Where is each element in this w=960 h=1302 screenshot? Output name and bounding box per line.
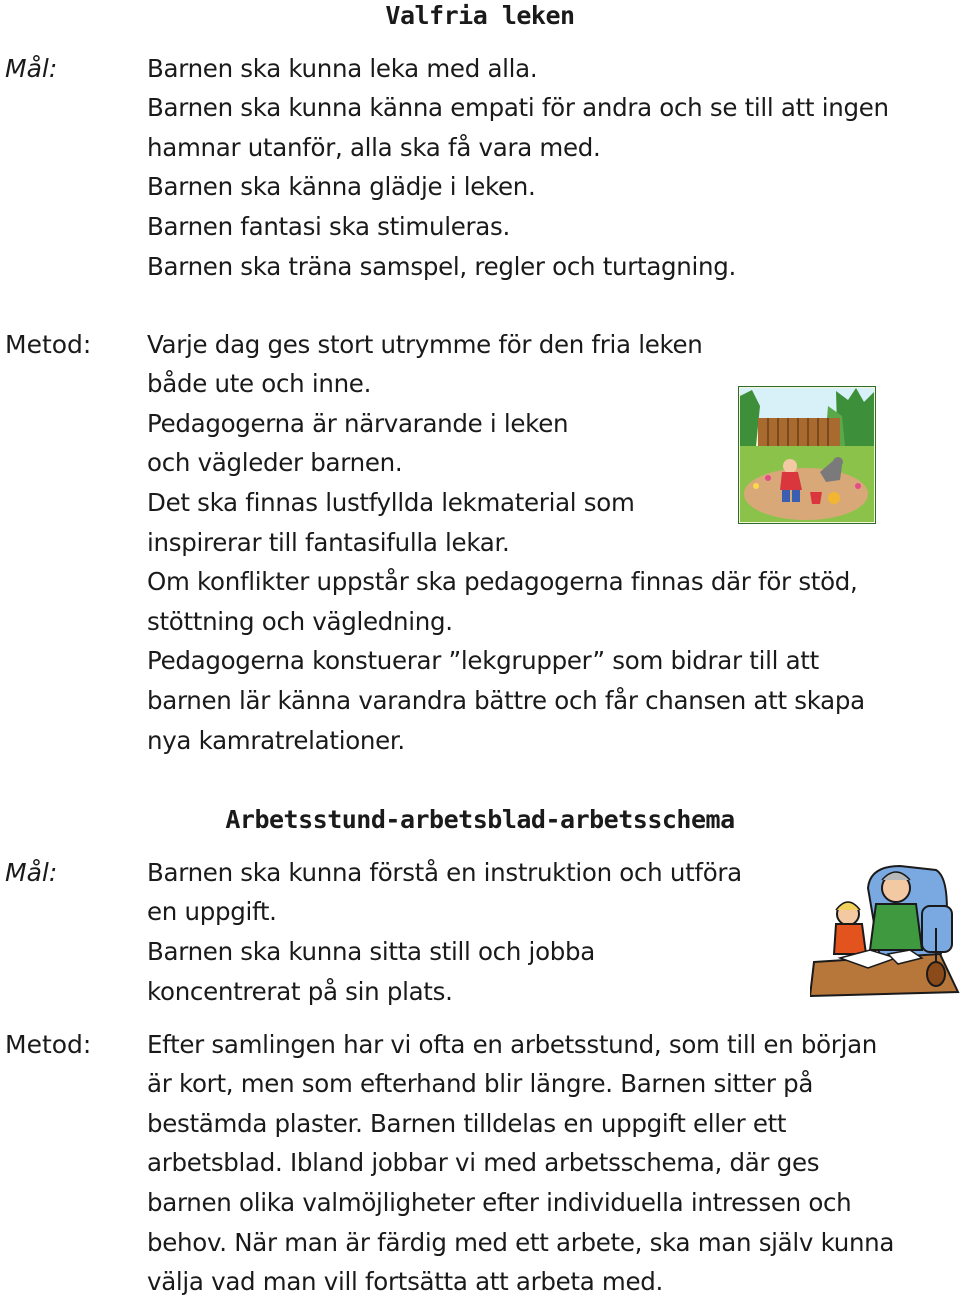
method-line: Det ska finnas lustfyllda lekmaterial som [147,488,635,517]
method-line: Efter samlingen har vi ofta en arbetsstund, som till en början [147,1030,878,1059]
method-line: stöttning och vägledning. [147,607,453,636]
goal-line: Barnen ska kunna känna empati för andra och se till att ingen [147,93,889,122]
section-1-title: Valfria leken [385,1,575,30]
method-line: både ute och inne. [147,369,372,398]
method-line: nya kamratrelationer. [147,726,405,755]
method-label: Metod: [5,330,92,359]
goal-label: Mål: [5,54,58,83]
method-line: barnen lär känna varandra bättre och får chansen att skapa [147,686,865,715]
method-line: behov. När man är färdig med ett arbete, ska man själv kunna [147,1228,895,1257]
method-line: Pedagogerna är närvarande i leken [147,409,569,438]
goal-line: en uppgift. [147,897,277,926]
method-line: Om konflikter uppstår ska pedagogerna finnas där för stöd, [147,567,858,596]
goal-line: hamnar utanför, alla ska få vara med. [147,133,601,162]
goal-line: Barnen ska kunna förstå en instruktion och utföra [147,858,742,887]
method-line: inspirerar till fantasifulla lekar. [147,528,510,557]
method-line: är kort, men som efterhand blir längre. Barnen sitter på [147,1069,814,1098]
goal-line: Barnen ska känna glädje i leken. [147,172,536,201]
goal-line: Barnen ska kunna leka med alla. [147,54,538,83]
method-label: Metod: [5,1030,92,1059]
goal-line: Barnen ska kunna sitta still och jobba [147,937,595,966]
method-line: Pedagogerna konstuerar ”lekgrupper” som bidrar till att [147,646,819,675]
goal-line: Barnen fantasi ska stimuleras. [147,212,510,241]
garden-play-illustration [738,386,876,524]
method-line: arbetsblad. Ibland jobbar vi med arbetsschema, där ges [147,1148,820,1177]
method-line: och vägleder barnen. [147,448,403,477]
section-2-title: Arbetsstund-arbetsblad-arbetsschema [225,805,735,834]
reading-together-illustration [810,858,960,998]
goal-line: Barnen ska träna samspel, regler och turtagning. [147,252,736,281]
goal-label: Mål: [5,858,58,887]
method-line: barnen olika valmöjligheter efter individuella intressen och [147,1188,852,1217]
method-line: välja vad man vill fortsätta att arbeta med. [147,1267,663,1296]
method-line: bestämda plaster. Barnen tilldelas en uppgift eller ett [147,1109,787,1138]
goal-line: koncentrerat på sin plats. [147,977,453,1006]
method-line: Varje dag ges stort utrymme för den fria leken [147,330,703,359]
